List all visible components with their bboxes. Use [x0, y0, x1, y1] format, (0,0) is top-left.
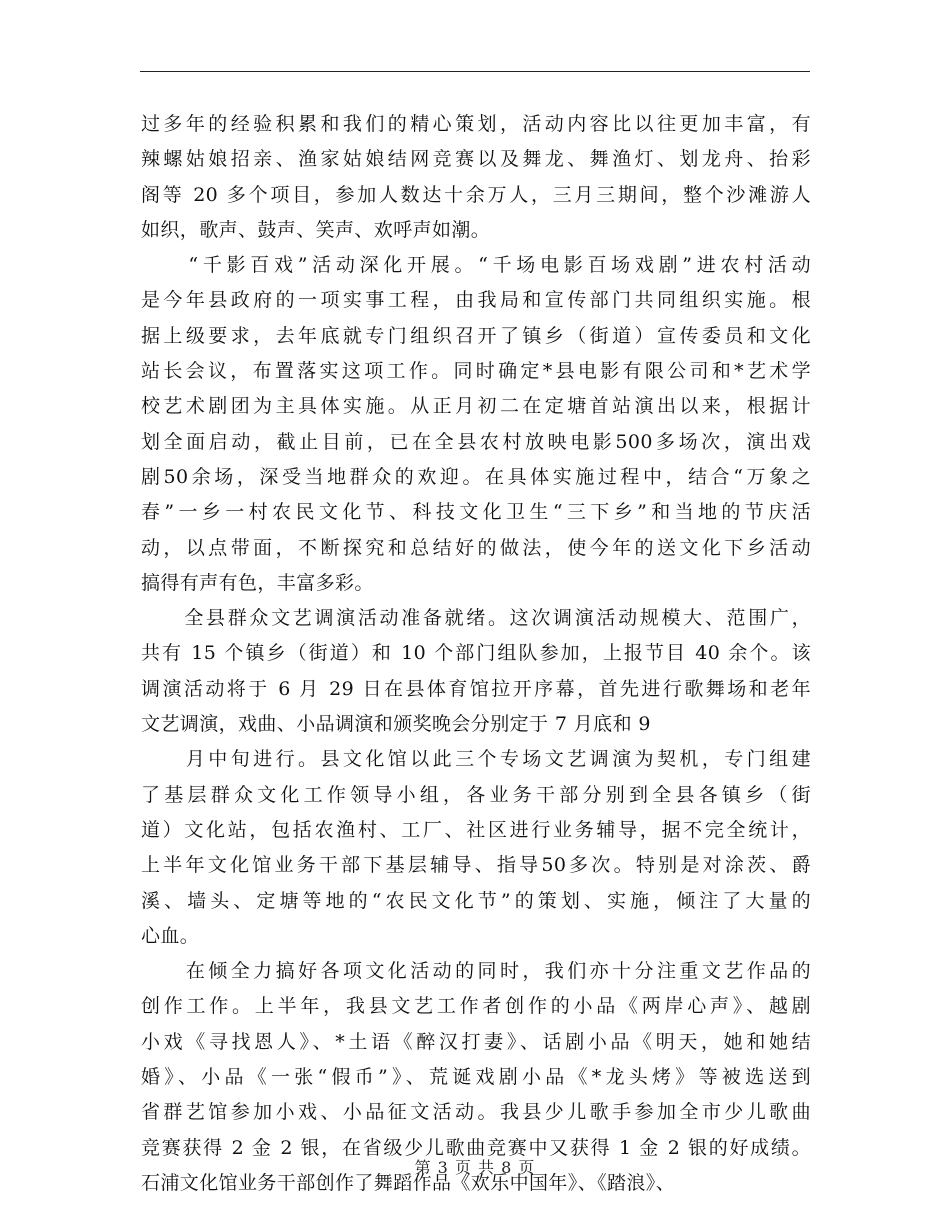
- text-line: 搞得有声有色，丰富多彩。: [141, 571, 374, 594]
- text-line: 辣螺姑娘招亲、渔家姑娘结网竞赛以及舞龙、舞渔灯、划龙舟、抬彩: [141, 148, 811, 171]
- paragraph-2: [141, 248, 811, 601]
- text-line: 站长会议，布置落实这项工作。同时确定*县电影有限公司和*艺术学: [141, 360, 811, 383]
- text-line: 创作工作。上半年，我县文艺工作者创作的小品《两岸心声》、越剧: [141, 995, 811, 1018]
- paragraph-4: [141, 742, 811, 954]
- text-line: 文艺调演，戏曲、小品调演和颁奖晚会分别定于 7 月底和 9: [141, 713, 651, 736]
- text-line: 调演活动将于 6 月 29 日在县体育馆拉开序幕，首先进行歌舞场和老年: [141, 677, 811, 700]
- paragraph-1: [141, 107, 811, 248]
- text-line: 上半年文化馆业务干部下基层辅导、指导50多次。特别是对涂茨、爵: [141, 854, 811, 877]
- text-line: 过多年的经验积累和我们的精心策划，活动内容比以往更加丰富，有: [141, 113, 811, 135]
- text-line: 动，以点带面，不断探究和总结好的做法，使今年的送文化下乡活动: [141, 536, 811, 559]
- text-line: 石浦文化馆业务干部创作了舞蹈作品《欢乐中国年》、《踏浪》、: [141, 1171, 676, 1194]
- text-line: 剧50余场，深受当地群众的欢迎。在具体实施过程中，结合“万象之: [141, 465, 811, 488]
- text-line: 阁等 20 多个项目，参加人数达十余万人，三月三期间，整个沙滩游人: [141, 183, 811, 206]
- paragraph-3: [141, 601, 811, 742]
- text-line: 小戏《寻找恩人》、*土语《醉汉打妻》、话剧小品《明天，她和她结: [141, 1030, 811, 1053]
- text-line: 心血。: [141, 924, 200, 947]
- text-line: 全县群众文艺调演活动准备就绪。这次调演活动规模大、范围广，: [141, 607, 811, 630]
- text-line: 共有 15 个镇乡（街道）和 10 个部门组队参加，上报节目 40 余个。该: [141, 642, 811, 665]
- text-line: 婚》、小品《一张“假币”》、荒诞戏剧小品《*龙头烤》等被选送到: [141, 1066, 811, 1089]
- text-line: 校艺术剧团为主具体实施。从正月初二在定塘首站演出以来，根据计: [141, 395, 811, 418]
- text-line: 是今年县政府的一项实事工程，由我局和宣传部门共同组织实施。根: [141, 289, 811, 312]
- text-line: 道）文化站，包括农渔村、工厂、社区进行业务辅导，据不完全统计，: [141, 818, 811, 841]
- header-rule: [140, 71, 810, 72]
- text-line: “千影百戏”活动深化开展。“千场电影百场戏剧”进农村活动: [141, 254, 811, 277]
- text-line: 划全面启动，截止目前，已在全县农村放映电影500多场次，演出戏: [141, 430, 811, 453]
- page-number: 第 3 页 共 8 页: [414, 1158, 536, 1177]
- text-line: 月中旬进行。县文化馆以此三个专场文艺调演为契机，专门组建: [141, 748, 811, 771]
- text-line: 春”一乡一村农民文化节、科技文化卫生“三下乡”和当地的节庆活: [141, 501, 811, 524]
- text-line: 如织，歌声、鼓声、笑声、欢呼声如潮。: [141, 218, 491, 241]
- text-line: 溪、墙头、定塘等地的“农民文化节”的策划、实施，倾注了大量的: [141, 889, 811, 912]
- text-line: 据上级要求，去年底就专门组织召开了镇乡（街道）宣传委员和文化: [141, 324, 811, 347]
- text-line: 在倾全力搞好各项文化活动的同时，我们亦十分注重文艺作品的: [141, 960, 811, 983]
- text-line: 省群艺馆参加小戏、小品征文活动。我县少儿歌手参加全市少儿歌曲: [141, 1101, 811, 1124]
- text-line: 竞赛获得 2 金 2 银，在省级少儿歌曲竞赛中又获得 1 金 2 银的好成绩。: [141, 1136, 811, 1159]
- text-line: 了基层群众文化工作领导小组，各业务干部分别到全县各镇乡（街: [141, 783, 811, 806]
- document-body: [141, 107, 811, 1201]
